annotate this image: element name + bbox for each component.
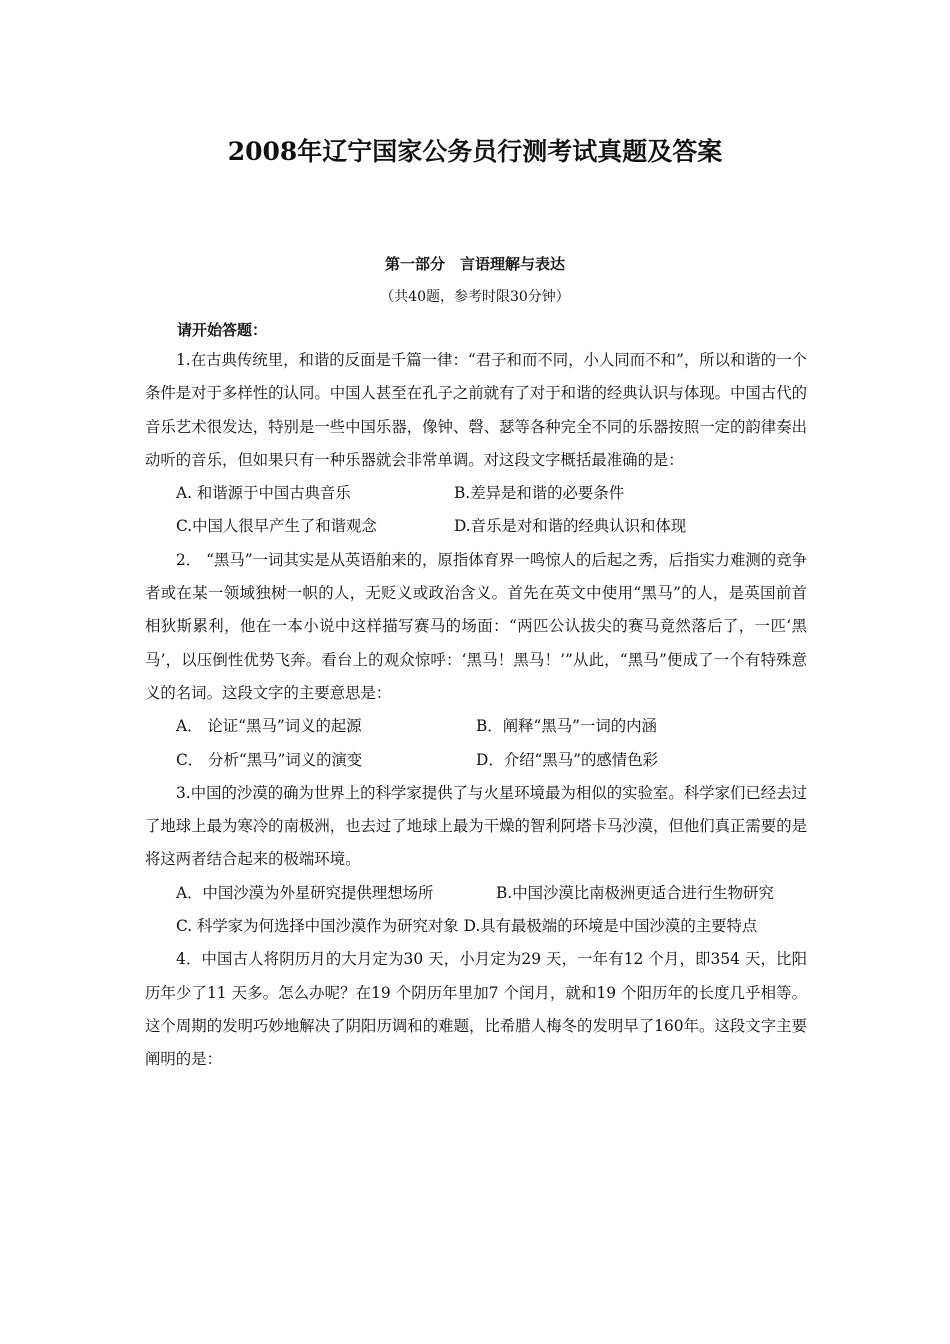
- question-3-option-d: D.具有最极端的环境是中国沙漠的主要特点: [463, 917, 758, 936]
- question-2-option-d: D．介绍“黑马”的感情色彩: [476, 750, 658, 769]
- question-3-options-row-1: [145, 877, 807, 910]
- question-3-option-a: A．中国沙漠为外星研究提供理想场所: [176, 883, 434, 902]
- question-3-stem: 3.中国的沙漠的确为世界上的科学家提供了与火星环境最为相似的实验室。科学家们已经去过了地球上最为寒冷的南极洲，也去过了地球上最为干燥的智利阿塔卡马沙漠，但他们真正需要的是将这两者结合起来的极端环境。: [145, 783, 807, 869]
- section-heading: 第一部分 言语理解与表达: [384, 255, 565, 273]
- question-1-options-row-1: [145, 477, 807, 510]
- question-1-option-c: C.中国人很早产生了和谐观念: [176, 517, 377, 536]
- question-2-option-c: C． 分析“黑马”词义的演变: [176, 750, 363, 769]
- question-1-options-row-2: [145, 510, 807, 543]
- question-2-options-row-1: [145, 710, 807, 743]
- start-instruction: 请开始答题：: [177, 321, 268, 339]
- question-2-option-a: A． 论证“黑马”词义的起源: [176, 717, 362, 736]
- question-2-option-b: B．阐释“黑马”一词的内涵: [476, 717, 657, 736]
- question-3-option-c: C. 科学家为何选择中国沙漠作为研究对象: [176, 917, 459, 936]
- question-2-stem: 2． “黑马”一词其实是从英语舶来的，原指体育界一鸣惊人的后起之秀，后指实力难测的竞争者或在某一领域独树一帜的人，无贬义或政治含义。首先在英文中使用“黑马”的人，是英国前首相狄斯累利，他在一本小说中这样描写赛马的场面：“两匹公认拔尖的赛马竟然落后了，一匹‘黑马’，以压倒性优势飞奔。看台上的观众惊呼：‘黑马！黑马！’”从此，“黑马”便成了一个有特殊意义的名词。这段文字的主要意思是：: [145, 550, 807, 702]
- question-4-stem: 4．中国古人将阴历月的大月定为30 天，小月定为29 天，一年有12 个月，即354 天，比阳历年少了11 天多。怎么办呢？在19 个阴历年里加7 个闰月，就和19 个阳历年的长度几乎相等。这个周期的发明巧妙地解决了阴阳历调和的难题，比希腊人梅冬的发明早了160年。这段文字主要阐明的是：: [145, 950, 807, 1069]
- question-3-options-row-2: [145, 910, 807, 943]
- section-note: （共40题，参考时限30分钟）: [380, 289, 570, 305]
- question-2-options-row-2: [145, 744, 807, 777]
- question-1-option-a: A. 和谐源于中国古典音乐: [176, 484, 351, 503]
- question-1-stem: 1.在古典传统里，和谐的反面是千篇一律：“君子和而不同，小人同而不和”，所以和谐的一个条件是对于多样性的认同。中国人甚至在孔子之前就有了对于和谐的经典认识与体现。中国古代的音乐艺术很发达，特别是一些中国乐器，像钟、磬、瑟等各种完全不同的乐器按照一定的韵律奏出动听的音乐，但如果只有一种乐器就会非常单调。对这段文字概括最准确的是：: [145, 351, 807, 469]
- question-1-option-b: B.差异是和谐的必要条件: [454, 484, 625, 503]
- question-3-option-b: B.中国沙漠比南极洲更适合进行生物研究: [496, 883, 774, 902]
- question-1-option-d: D.音乐是对和谐的经典认识和体现: [454, 517, 687, 536]
- questions-body: [145, 344, 807, 1077]
- document-title: 2008年辽宁国家公务员行测考试真题及答案: [227, 137, 723, 166]
